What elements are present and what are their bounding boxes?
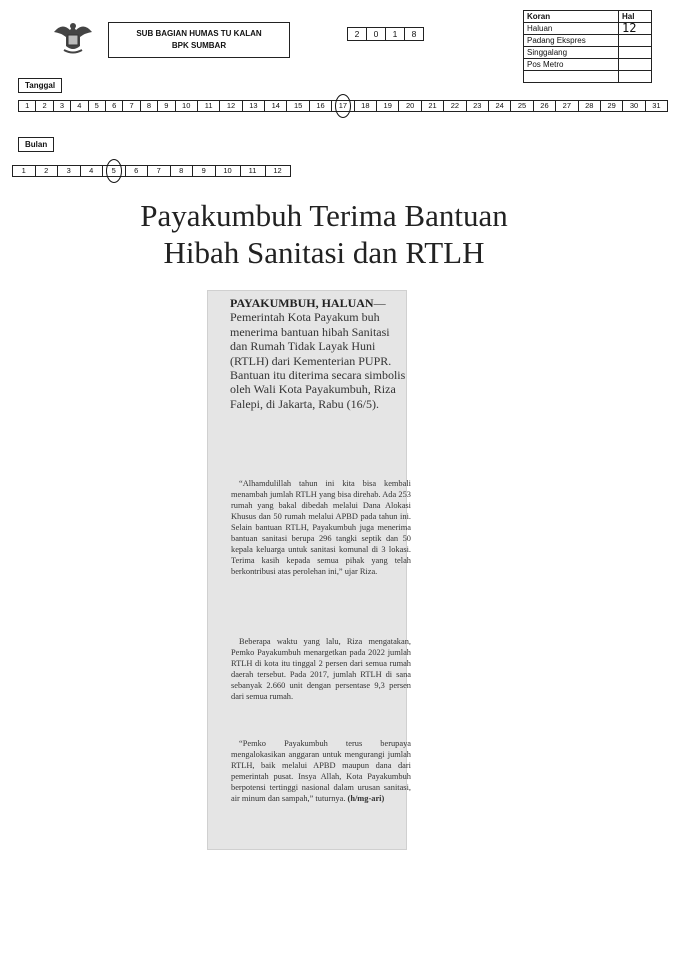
koran-row-hal: 12 [619, 23, 652, 35]
koran-table [523, 10, 652, 83]
headline-line1: Payakumbuh Terima Bantuan [140, 198, 508, 233]
tanggal-cell-25: 25 [511, 101, 533, 111]
tanggal-selected-circle [335, 94, 351, 118]
article-byline: (h/mg-ari) [347, 794, 385, 803]
agency-box [108, 22, 290, 58]
headline-clipping [100, 191, 548, 277]
bulan-cell-4: 4 [81, 166, 104, 176]
year-digit: 2 [348, 28, 367, 40]
tanggal-cell-18: 18 [355, 101, 377, 111]
bulan-cell-9: 9 [193, 166, 216, 176]
tanggal-cell-5: 5 [89, 101, 106, 111]
tanggal-strip [18, 100, 668, 112]
tanggal-label: Tanggal [18, 78, 62, 93]
tanggal-cell-31: 31 [652, 101, 661, 110]
koran-row-name: Padang Ekspres [524, 35, 619, 47]
year-digit: 0 [367, 28, 386, 40]
tanggal-cell-10: 10 [176, 101, 198, 111]
tanggal-cell-26: 26 [534, 101, 556, 111]
tanggal-cell-29: 29 [601, 101, 623, 111]
bulan-cell-3: 3 [58, 166, 81, 176]
year-digit: 8 [411, 29, 417, 39]
bulan-cell-11: 11 [241, 166, 266, 176]
tanggal-cell-14: 14 [265, 101, 287, 111]
tanggal-cell-19: 19 [377, 101, 399, 111]
article-paragraph [231, 478, 411, 577]
article-paragraph [231, 636, 411, 702]
paragraph-text: “Alhamdulillah tahun ini kita bisa kembali menambah jumlah RTLH yang bisa direhab. Ada 253 rumah yang bakal dibedah melalui Dana Alokasi Khusus dan 50 rumah melalui APBD pada tahun ini. Selain bantuan RTLH, Payakumbuh juga menerima bantuan sanitasi berupa 296 tangki septik dan 50 kepala keluarga untuk sanitasi komunal di 3 lokasi. Terima kasih kepada semua pihak yang telah berkontribusi atas perolehan ini,” ujar Riza. [231, 479, 411, 576]
tanggal-cell-12: 12 [220, 101, 242, 111]
garuda-emblem-icon [52, 18, 94, 56]
hal-header: Hal [619, 11, 652, 23]
paragraph-text: “Pemko Payakumbuh terus berupaya mengalokasikan anggaran untuk mengurangi jumlah RTLH, baik melalui APBD maupun dana dari pemerintah pusat. Insya Allah, Kota Payakumbuh berpotensi tertinggi nasional dalam urusan sanitasi, air minum dan sampah,” tuturnya. [231, 739, 411, 803]
tanggal-cell-4: 4 [71, 101, 88, 111]
tanggal-cell-1: 1 [19, 101, 36, 111]
tanggal-cell-9: 9 [158, 101, 175, 111]
tanggal-cell-6: 6 [106, 101, 123, 111]
bulan-cell-6: 6 [126, 166, 149, 176]
bulan-cell-8: 8 [171, 166, 194, 176]
koran-row-hal [619, 35, 652, 47]
tanggal-cell-16: 16 [310, 101, 332, 111]
agency-line1: SUB BAGIAN HUMAS TU KALAN [136, 29, 262, 38]
tanggal-cell-3: 3 [54, 101, 71, 111]
koran-row-name: Pos Metro [524, 59, 619, 71]
bulan-selected-circle [106, 159, 122, 183]
koran-row-hal [619, 71, 652, 83]
tanggal-cell-20: 20 [399, 101, 421, 111]
tanggal-cell-23: 23 [467, 101, 489, 111]
tanggal-cell-8: 8 [141, 101, 158, 111]
article-headline [100, 191, 548, 271]
tanggal-cell-13: 13 [243, 101, 265, 111]
koran-row-name: Singgalang [524, 47, 619, 59]
koran-row-hal [619, 59, 652, 71]
koran-row-name: Haluan [524, 23, 619, 35]
koran-row-hal [619, 47, 652, 59]
bulan-cell-5: 5 [103, 166, 126, 176]
tanggal-cell-24: 24 [489, 101, 511, 111]
bulan-cell-2: 2 [36, 166, 59, 176]
bulan-strip [12, 165, 291, 177]
article-lead [230, 296, 406, 411]
bulan-cell-10: 10 [216, 166, 241, 176]
tanggal-cell-27: 27 [556, 101, 578, 111]
bulan-cell-1: 1 [13, 166, 36, 176]
tanggal-cell-17: 17 [332, 101, 354, 111]
bulan-cell-7: 7 [148, 166, 171, 176]
tanggal-cell-2: 2 [36, 101, 53, 111]
agency-line2: BPK SUMBAR [171, 41, 227, 50]
article-paragraph [231, 738, 411, 804]
tanggal-cell-22: 22 [444, 101, 466, 111]
koran-row-name [524, 71, 619, 83]
article-clipping [207, 290, 411, 850]
tanggal-cell-28: 28 [579, 101, 601, 111]
tanggal-cell-11: 11 [198, 101, 220, 111]
tanggal-cell-15: 15 [287, 101, 309, 111]
paragraph-text: Beberapa waktu yang lalu, Riza mengatakan, Pemko Payakumbuh menargetkan pada 2022 jumlah RTLH di kota itu tinggal 2 persen dari semua rumah daerah tersebut. Pada 2017, jumlah RTLH di sana sebanyak 2.660 unit dengan persentase 9,3 persen dari semua rumah. [231, 637, 411, 701]
article-lead-text: —Pemerintah Kota Payakum buh menerima bantuan hibah Sanitasi dan Rumah Tidak Layak Huni (RTLH) dari Kementerian PUPR. Bantuan itu diterima secara simbolis oleh Wali Kota Payakumbuh, Riza Falepi, di Jakarta, Rabu (16/5). [230, 296, 406, 411]
koran-header: Koran [524, 11, 619, 23]
bulan-label: Bulan [18, 137, 54, 152]
headline-line2: Hibah Sanitasi dan RTLH [163, 235, 485, 270]
year-box [347, 27, 424, 41]
bulan-cell-12: 12 [273, 166, 282, 175]
article-dateline: PAYAKUMBUH, HALUAN [230, 296, 374, 310]
tanggal-cell-7: 7 [123, 101, 140, 111]
tanggal-cell-21: 21 [422, 101, 444, 111]
year-digit: 1 [386, 28, 405, 40]
tanggal-cell-30: 30 [623, 101, 645, 111]
